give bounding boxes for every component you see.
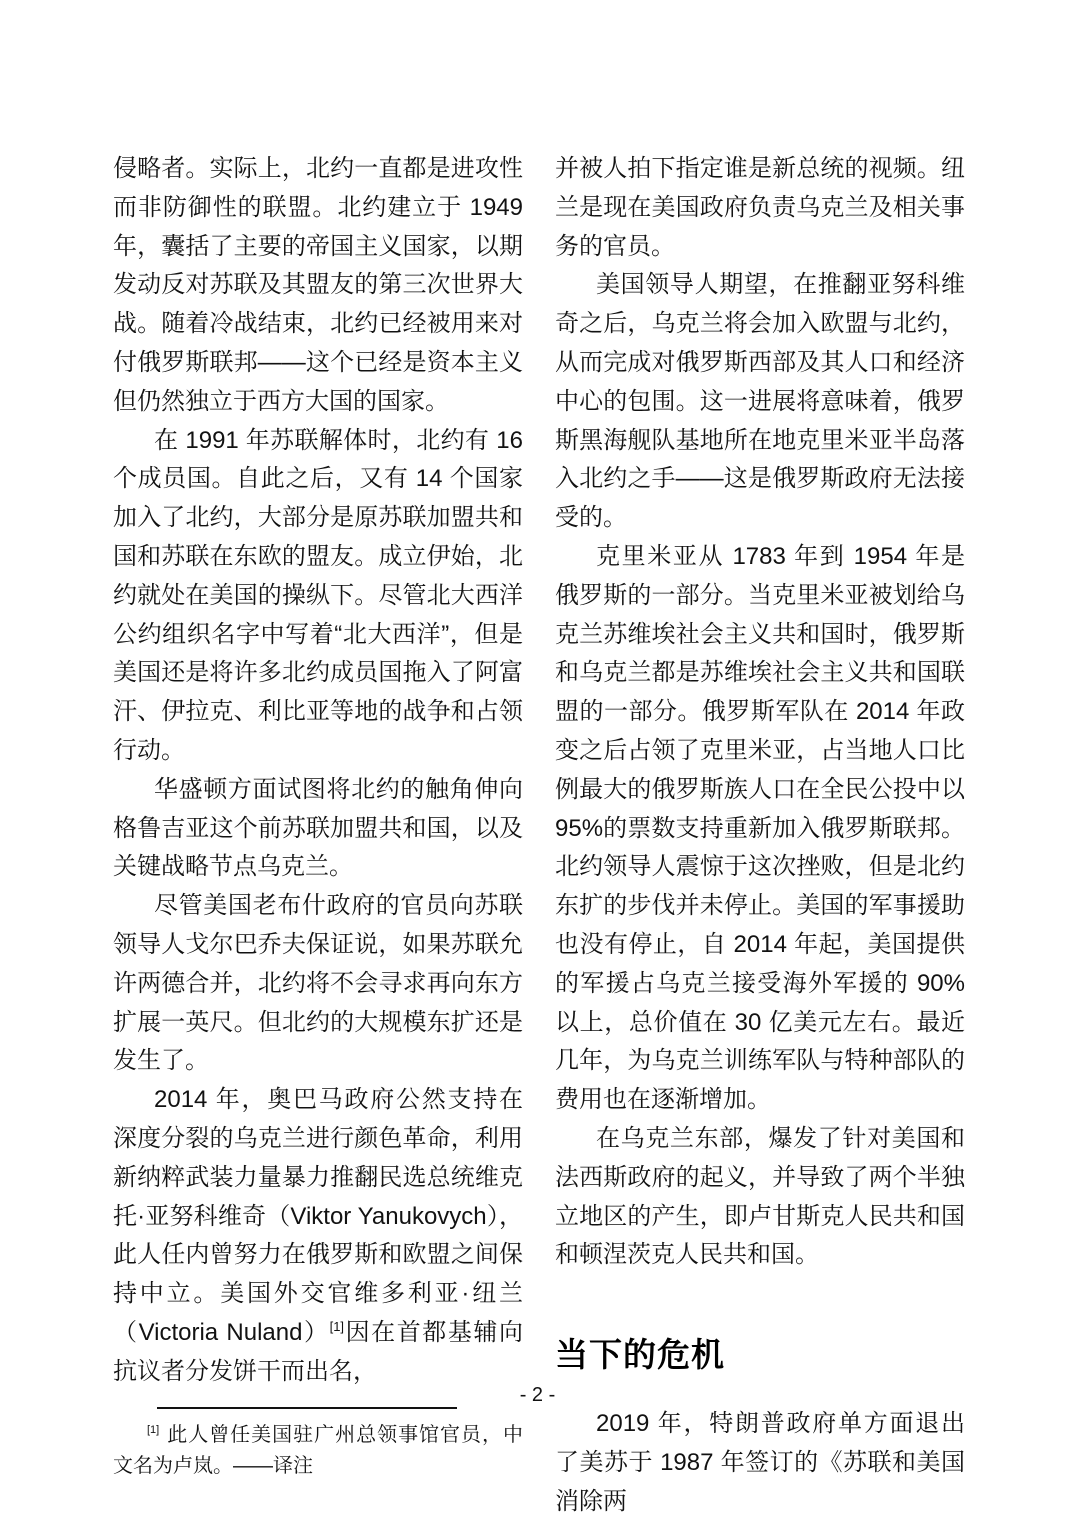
paragraph: 在 1991 年苏联解体时，北约有 16 个成员国。自此之后，又有 14 个国家加入了北约，大部分是原苏联加盟共和国和苏联在东欧的盟友。成立伊始，北约就处在美国的操纵下。尽管北大西洋公约组织名字中写着“北大西洋”，但是美国还是将许多北约成员国拖入了阿富汗、伊拉克、利比亚等地的战争和占领行动。 <box>113 426 523 764</box>
footnote-text: 此人曾任美国驻广州总领事馆官员，中文名为卢岚。——译注 <box>113 1423 523 1477</box>
paragraph: 尽管美国老布什政府的官员向苏联领导人戈尔巴乔夫保证说，如果苏联允许两德合并，北约将不会寻求再向东方扩展一英尺。但北约的大规模东扩还是发生了。 <box>113 892 523 1075</box>
footnote-marker: [1] <box>147 1423 160 1436</box>
footnote <box>113 1420 523 1482</box>
section-heading: 当下的危机 <box>555 1336 725 1374</box>
paragraph: 华盛顿方面试图将北约的触角伸向格鲁吉亚这个前苏联加盟共和国，以及关键战略节点乌克兰。 <box>113 775 523 881</box>
paragraph-with-footnote-ref <box>113 1081 523 1391</box>
paragraph: 美国领导人期望，在推翻亚努科维奇之后，乌克兰将会加入欧盟与北约，从而完成对俄罗斯西部及其人口和经济中心的包围。这一进展将意味着，俄罗斯黑海舰队基地所在地克里米亚半岛落入北约之手——这是俄罗斯政府无法接受的。 <box>555 271 965 532</box>
page-number: - 2 - <box>519 1384 556 1406</box>
paragraph: 侵略者。实际上，北约一直都是进攻性而非防御性的联盟。北约建立于 1949 年，囊括了主要的帝国主义国家，以期发动反对苏联及其盟友的第三次世界大战。随着冷战结束，北约已经被用来对付俄罗斯联邦——这个已经是资本主义但仍然独立于西方大国的国家。 <box>113 155 523 415</box>
paragraph: 2019 年，特朗普政府单方面退出了美苏于 1987 年签订的《苏联和美国消除两 <box>555 1410 965 1515</box>
paragraph-text: 因在首都基辅向抗议者分发饼干而出名， <box>113 1318 523 1385</box>
footnote-ref: [1] <box>329 1318 345 1334</box>
right-column <box>555 150 965 1518</box>
left-column <box>113 150 523 1482</box>
paragraph: 克里米亚从 1783 年到 1954 年是俄罗斯的一部分。当克里米亚被划给乌克兰苏维埃社会主义共和国时，俄罗斯和乌克兰都是苏维埃社会主义共和国联盟的一部分。俄罗斯军队在 2014 年政变之后占领了克里米亚，占当地人口比例最大的俄罗斯族人口在全民公投中以 95%的票数支持重新加入俄罗斯联邦。北约领导人震惊于这次挫败，但是北约东扩的步伐并未停止。美国的军事援助也没有停止，自 2014 年起，美国提供的军援占乌克兰接受海外军援的 90%以上，总价值在 30 亿美元左右。最近几年，为乌克兰训练军队与特种部队的费用也在逐渐增加。 <box>555 542 965 1114</box>
paragraph-text: 2014 年，奥巴马政府公然支持在深度分裂的乌克兰进行颜色革命，利用新纳粹武装力量暴力推翻民选总统维克托·亚努科维奇（Viktor Yanukovych），此人任内曾努力在俄罗斯和欧盟之间保持中立。美国外交官维多利亚·纽兰（Victoria Nuland） <box>113 1086 523 1346</box>
paragraph: 并被人拍下指定谁是新总统的视频。纽兰是现在美国政府负责乌克兰及相关事务的官员。 <box>555 155 965 260</box>
paragraph: 在乌克兰东部，爆发了针对美国和法西斯政府的起义，并导致了两个半独立地区的产生，即卢甘斯克人民共和国和顿涅茨克人民共和国。 <box>555 1124 965 1269</box>
